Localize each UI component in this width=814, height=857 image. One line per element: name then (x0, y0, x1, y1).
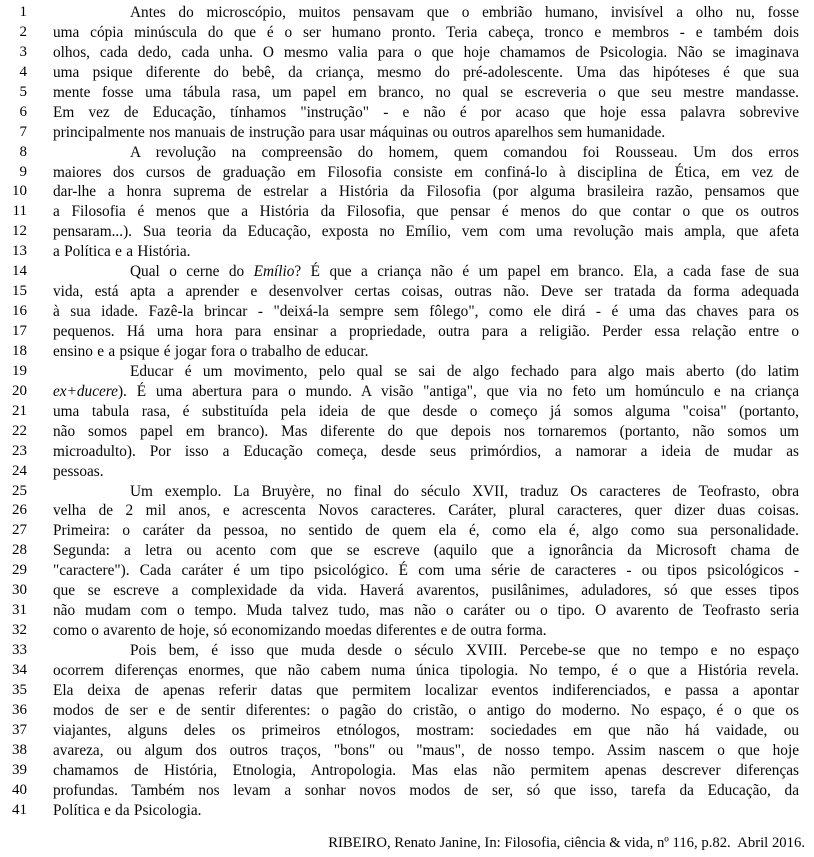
line-number: 12 (12, 223, 27, 240)
line-text: mente fosse uma tábula rasa, um papel em branco, no qual se escreveria o que seu mestre mandasse. (53, 83, 799, 101)
line-text: pessoas. (53, 462, 104, 480)
line-number: 11 (12, 203, 27, 220)
line-text: vida, está apta a aprender e desenvolver certas coisas, outras não. Deve ser tratada da forma adequada (53, 283, 799, 301)
text-line (0, 422, 814, 442)
text-line (0, 721, 814, 741)
text-line (0, 601, 814, 621)
line-text: olhos, cada dedo, cada unha. O mesmo valia para o que hoje chamamos de Psicologia. Não se imaginava (53, 43, 799, 61)
line-number: 4 (19, 63, 27, 80)
text-line (0, 561, 814, 581)
line-number: 34 (12, 661, 27, 678)
line-text: "caractere"). Cada caráter é um tipo psicológico. É com uma série de caracteres - ou tipos psicológicos - (53, 562, 799, 580)
line-number: 38 (12, 741, 27, 758)
line-text: à sua idade. Fazê-la brincar - "deixá-la sempre sem fôlego", como ele dirá - é uma das chaves para os (53, 303, 799, 321)
line-text: principalmente nos manuais de instrução para usar máquinas ou outros aparelhos sem humanidade. (53, 123, 666, 141)
line-text: Política e da Psicologia. (53, 801, 202, 819)
line-number: 14 (12, 263, 27, 280)
line-text: não mudam com o tempo. Muda talvez tudo, mas não o caráter ou o tipo. O avarento de Teofrasto seria (53, 602, 799, 620)
line-text: avareza, ou algum dos outros traços, "bons" ou "maus", de nosso tempo. Assim nascem o que hoje (53, 741, 799, 759)
text-line (0, 202, 814, 222)
text-line (0, 761, 814, 781)
line-text: uma psique diferente do bebê, da criança, mesmo do pré-adolescente. Uma das hipóteses é que sua (53, 63, 799, 81)
text-line (0, 242, 814, 262)
line-text: pensaram...). Sua teoria da Educação, exposta no Emílio, vem com uma revolução mais ampla, que afeta (53, 223, 799, 241)
line-number: 5 (19, 83, 27, 100)
line-text: ensino e a psique é jogar fora o trabalho de educar. (53, 342, 369, 360)
text-line (0, 182, 814, 202)
text-line (0, 282, 814, 302)
line-number: 33 (12, 642, 27, 658)
text-line (0, 681, 814, 701)
text-line (0, 442, 814, 462)
text-line (0, 362, 814, 382)
document-body (0, 3, 814, 820)
line-number: 35 (12, 681, 27, 698)
line-number: 10 (12, 183, 27, 200)
line-number: 3 (19, 43, 27, 60)
text-line (0, 641, 814, 661)
line-number: 39 (12, 761, 27, 778)
text-line (0, 143, 814, 163)
text-line (0, 741, 814, 761)
line-text: Um exemplo. La Bruyère, no final do século XVII, traduz Os caracteres de Teofrasto, obra (130, 482, 799, 500)
text-line (0, 621, 814, 641)
text-line (0, 801, 814, 821)
line-text: microadulto). Por isso a Educação começa, desde seus primórdios, a namorar a ideia de mudar as (53, 442, 799, 460)
line-text: profundas. Também nos levam a sonhar novos modos de ser, só que isso, tarefa da Educação, da (53, 781, 799, 799)
line-text: Qual o cerne do Emílio? É que a criança não é um papel em branco. Ela, a cada fase de sua (130, 263, 799, 281)
line-text: pequenos. Há uma hora para ensinar a propriedade, outra para a religião. Perder essa relação entre o (53, 323, 799, 340)
text-line (0, 63, 814, 83)
line-number: 1 (19, 4, 27, 20)
text-line (0, 342, 814, 362)
text-line (0, 501, 814, 521)
line-number: 16 (12, 303, 27, 320)
text-line (0, 43, 814, 63)
line-number: 20 (12, 382, 27, 399)
text-line (0, 83, 814, 103)
text-line (0, 262, 814, 282)
line-text: uma cópia minúscula do que é o ser humano pronto. Teria cabeça, tronco e membros - e também dois (53, 23, 799, 41)
text-line (0, 3, 814, 23)
line-number: 36 (12, 701, 27, 718)
line-number: 40 (12, 781, 27, 798)
line-number: 22 (12, 422, 27, 439)
line-number: 24 (12, 462, 27, 479)
line-text: a Filosofia é menos que a História da Filosofia, que pensar é menos do que contar o que os outros (53, 203, 799, 221)
line-number: 2 (19, 23, 27, 40)
line-text: ocorrem diferenças enormes, que não cabem numa única tipologia. No tempo, é o que a História revela. (53, 661, 799, 679)
line-text: Ela deixa de apenas referir datas que permitem localizar eventos indiferenciados, e passa a apontar (53, 681, 799, 699)
line-text: ex+ducere). É uma abertura para o mundo. A visão "antiga", que via no feto um homúnculo e na criança (53, 382, 799, 400)
line-number: 18 (12, 342, 27, 359)
text-line (0, 521, 814, 541)
text-line (0, 402, 814, 422)
text-line (0, 382, 814, 402)
line-number: 21 (12, 402, 27, 419)
line-text: A revolução na compreensão do homem, quem comandou foi Rousseau. Um dos erros (130, 143, 799, 161)
line-number: 30 (12, 582, 27, 599)
line-number: 17 (12, 323, 27, 339)
line-text: não somos papel em branco). Mas diferente do que depois nos tornaremos (portanto, não somos um (53, 422, 799, 440)
line-number: 31 (12, 602, 27, 619)
line-text: como o avarento de hoje, só economizando moedas diferentes e de outra forma. (53, 622, 547, 640)
line-text: Primeira: o caráter da pessoa, no sentido de quem ela é, como ela é, algo como sua personalidade. (53, 522, 799, 540)
line-text: maiores dos cursos de graduação em Filosofia consiste em confiná-lo à disciplina de Ética, em vez de (53, 163, 799, 181)
line-text: Em vez de Educação, tínhamos "instrução" - e não é por acaso que hoje essa palavra sobrevive (53, 103, 799, 121)
line-number: 32 (12, 622, 27, 639)
line-text: Educar é um movimento, pelo qual se sai de algo fechado para algo mais aberto (do latim (130, 362, 799, 380)
text-line (0, 462, 814, 482)
line-number: 9 (19, 163, 27, 180)
line-text: viajantes, alguns deles os primeiros etnólogos, mostram: sociedades em que não há vaidade, ou (53, 721, 799, 739)
line-number: 27 (12, 522, 27, 539)
line-text: dar-lhe a honra suprema de estrelar a História da Filosofia (por alguma brasileira razão, pensamos que (53, 183, 799, 201)
text-line (0, 23, 814, 43)
text-line (0, 322, 814, 342)
line-number: 6 (19, 103, 27, 120)
line-number: 26 (12, 502, 27, 519)
citation: RIBEIRO, Renato Janine, In: Filosofia, ciência & vida, nº 116, p.82. Abril 2016. (328, 835, 805, 852)
text-line (0, 222, 814, 242)
line-text: Antes do microscópio, muitos pensavam que o embrião humano, invisível a olho nu, fosse (130, 4, 799, 21)
text-line (0, 123, 814, 143)
line-number: 37 (12, 721, 27, 738)
line-text: Segunda: a letra ou acento com que se escreve (aquilo que a ignorância da Microsoft chama de (53, 542, 799, 560)
text-line (0, 781, 814, 801)
line-number: 28 (12, 542, 27, 559)
text-line (0, 103, 814, 123)
line-number: 29 (12, 562, 27, 579)
line-number: 15 (12, 283, 27, 300)
line-number: 23 (12, 442, 27, 459)
line-number: 8 (19, 143, 27, 160)
line-text: chamamos de História, Etnologia, Antropologia. Mas elas não permitem apenas descrever diferenças (53, 761, 799, 779)
line-text: velha de 2 mil anos, e acrescenta Novos caracteres. Caráter, plural caracteres, quer dizer duas coisas. (53, 502, 799, 520)
text-line (0, 163, 814, 183)
text-line (0, 302, 814, 322)
line-text: modos de ser e de sentir diferentes: o pagão do cristão, o antigo do moderno. No espaço, é o que os (53, 701, 799, 719)
text-line (0, 482, 814, 502)
line-text: a Política e a História. (53, 243, 191, 261)
text-line (0, 541, 814, 561)
text-line (0, 701, 814, 721)
text-line (0, 581, 814, 601)
line-text: que se escreve a complexidade da vida. Haverá avarentos, pusilânimes, aduladores, só que esses tipos (53, 582, 799, 600)
line-text: Pois bem, é isso que muda desde o século XVIII. Percebe-se que no tempo e no espaço (130, 642, 799, 659)
line-number: 19 (12, 362, 27, 379)
line-number: 7 (19, 123, 27, 140)
line-text: uma tabula rasa, é substituída pela ideia de que desde o começo já somos alguma "coisa" (portanto, (53, 402, 799, 420)
line-number: 41 (12, 801, 27, 818)
text-line (0, 661, 814, 681)
line-number: 13 (12, 243, 27, 260)
line-number: 25 (12, 482, 27, 499)
